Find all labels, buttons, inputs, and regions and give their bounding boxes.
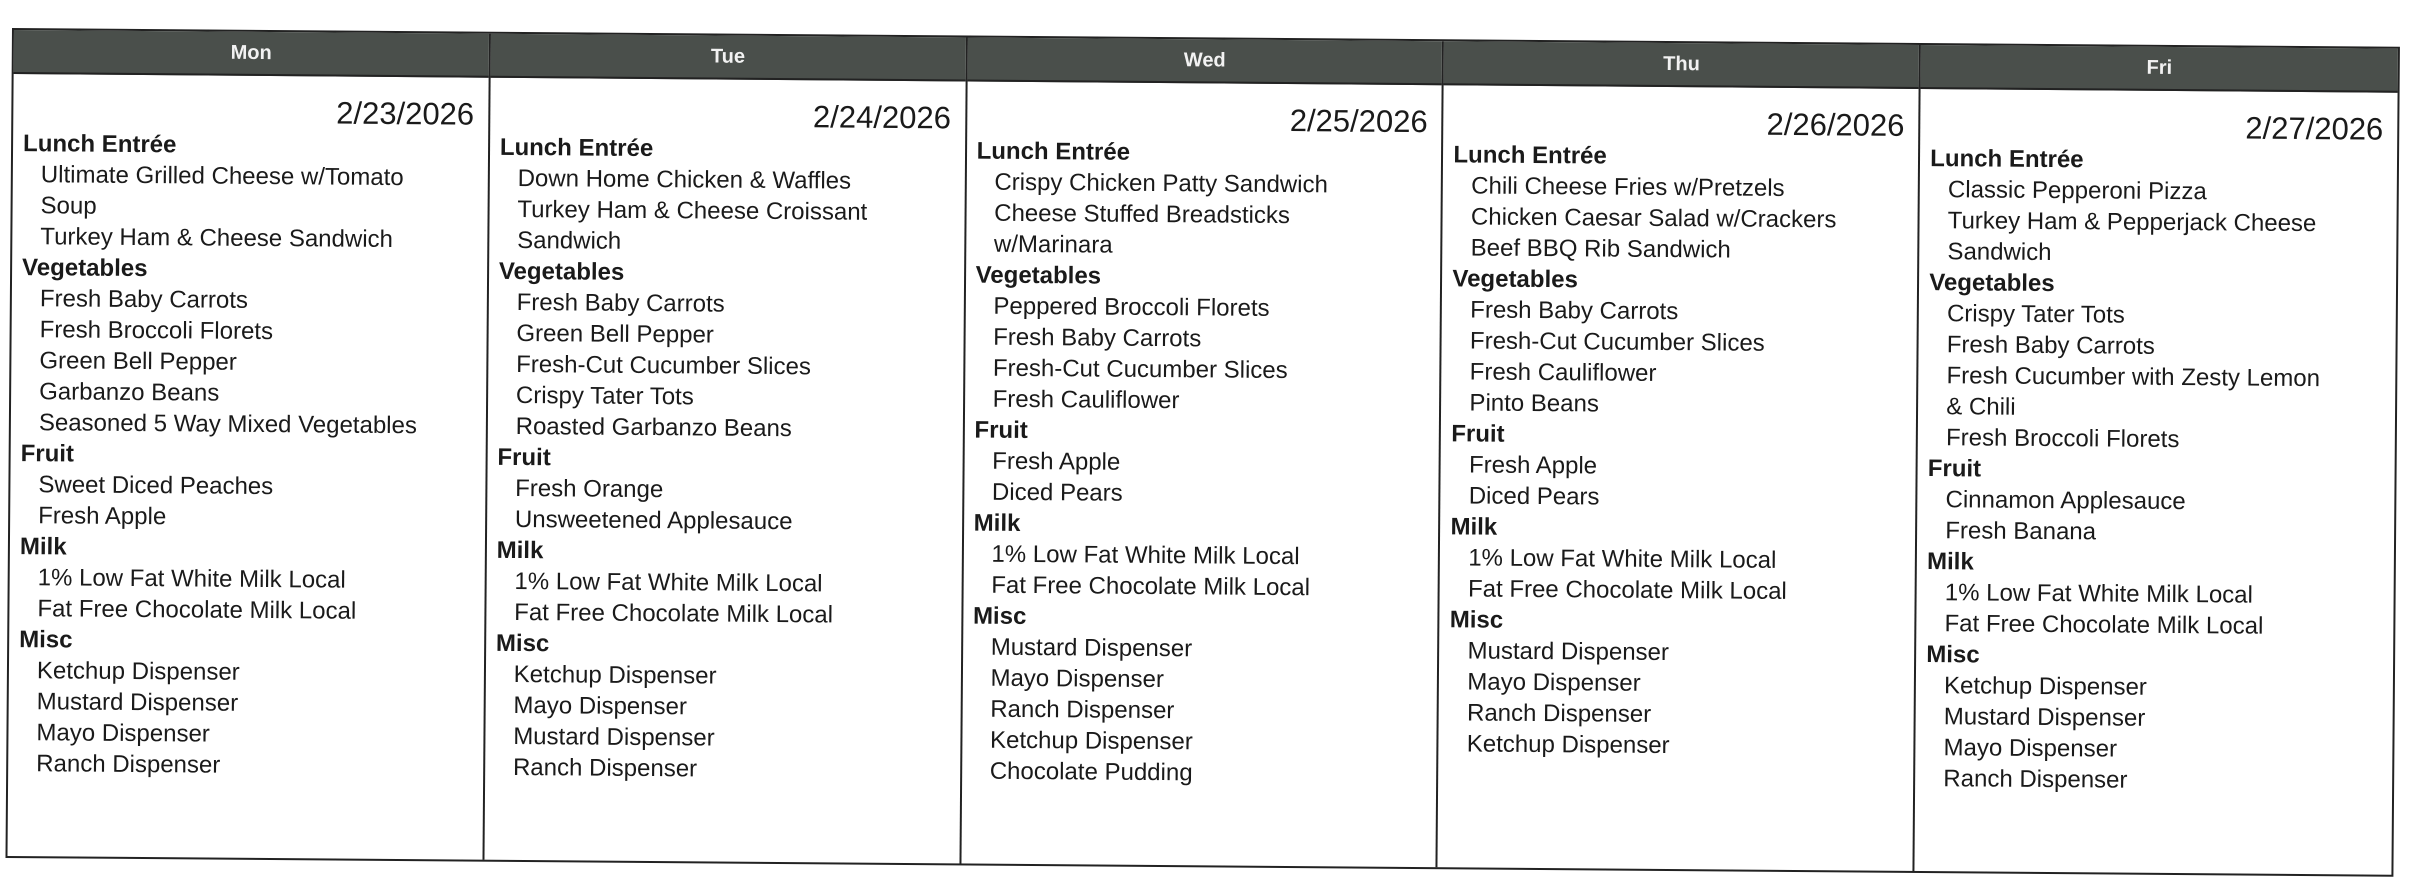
day-body <box>1915 89 2397 798</box>
category-title: Misc <box>972 602 1027 630</box>
menu-item: Beef BBQ Rib Sandwich <box>1470 234 1731 264</box>
category-title: Lunch Entrée <box>1453 141 1607 170</box>
menu-item: Sandwich <box>1947 238 2052 267</box>
menu-item: Fresh Cauliflower <box>992 385 1180 415</box>
category-title: Fruit <box>20 440 75 468</box>
menu-item: & Chili <box>1946 393 2016 421</box>
day-column-thu <box>1438 41 1921 871</box>
menu-item: Fresh-Cut Cucumber Slices <box>992 354 1288 385</box>
menu-item: Fresh Baby Carrots <box>1470 296 1679 326</box>
category-title: Milk <box>1450 513 1498 541</box>
menu-item: Fresh Baby Carrots <box>516 288 725 318</box>
category-title: Fruit <box>497 443 551 472</box>
day-column-wed <box>961 38 1444 868</box>
category-title: Vegetables <box>22 254 148 283</box>
day-header: Fri <box>1921 45 2398 93</box>
menu-item: Fresh Cauliflower <box>1469 358 1657 387</box>
menu-item: 1% Low Fat White Milk Local <box>991 540 1300 571</box>
menu-item: Roasted Garbanzo Beans <box>515 412 792 443</box>
menu-item: Cheese Stuffed Breadsticks <box>994 199 1291 230</box>
menu-item: Fresh Broccoli Florets <box>39 316 274 346</box>
menu-item: Ranch Dispenser <box>1466 699 1652 728</box>
menu-item: Ketchup Dispenser <box>1466 730 1670 760</box>
menu-item: Fresh-Cut Cucumber Slices <box>516 350 812 381</box>
menu-item: Ketchup Dispenser <box>989 726 1193 756</box>
menu-item: Classic Pepperoni Pizza <box>1947 176 2207 206</box>
menu-item: Diced Pears <box>1468 482 1600 511</box>
day-header: Wed <box>967 38 1442 86</box>
menu-item: Chocolate Pudding <box>989 757 1193 787</box>
category-title: Lunch Entrée <box>499 133 654 163</box>
category-title: Misc <box>1926 641 1980 669</box>
menu-item: Mayo Dispenser <box>1467 668 1641 697</box>
category-title: Misc <box>1449 606 1504 634</box>
menu-item: Mustard Dispenser <box>513 722 715 752</box>
menu-item: Mayo Dispenser <box>1943 734 2118 763</box>
menu-item: Ranch Dispenser <box>36 750 221 779</box>
day-header: Tue <box>490 34 965 82</box>
day-date: 2/26/2026 <box>1766 106 1905 143</box>
menu-item: Fresh Baby Carrots <box>1946 331 2155 360</box>
day-date: 2/23/2026 <box>336 95 475 132</box>
menu-item: 1% Low Fat White Milk Local <box>37 564 346 594</box>
menu-item: w/Marinara <box>993 230 1113 259</box>
category-title: Milk <box>19 533 67 561</box>
menu-item: Fat Free Chocolate Milk Local <box>514 598 834 629</box>
menu-item: 1% Low Fat White Milk Local <box>1944 579 2254 609</box>
day-column-fri <box>1915 45 2398 875</box>
day-body <box>962 82 1442 791</box>
menu-item: Mayo Dispenser <box>513 691 687 721</box>
menu-item: Fresh Orange <box>515 474 664 504</box>
category-title: Lunch Entrée <box>976 137 1131 166</box>
menu-item: Seasoned 5 Way Mixed Vegetables <box>38 409 418 440</box>
menu-item: Green Bell Pepper <box>39 347 237 376</box>
menu-item: Mustard Dispenser <box>990 633 1193 663</box>
menu-item: Chili Cheese Fries w/Pretzels <box>1471 172 1785 202</box>
menu-item: Fat Free Chocolate Milk Local <box>37 595 357 625</box>
menu-item: Fat Free Chocolate Milk Local <box>1467 575 1787 605</box>
menu-item: Ketchup Dispenser <box>1943 672 2147 701</box>
menu-item: Crispy Tater Tots <box>515 381 694 411</box>
menu-item: Chicken Caesar Salad w/Crackers <box>1470 203 1837 234</box>
day-header: Thu <box>1444 41 1919 89</box>
category-title: Vegetables <box>975 261 1102 290</box>
menu-item: Fresh Banana <box>1945 517 2097 546</box>
menu-item: Fat Free Chocolate Milk Local <box>991 571 1311 602</box>
menu-item: Ketchup Dispenser <box>513 660 717 690</box>
menu-item: 1% Low Fat White Milk Local <box>1468 544 1777 574</box>
menu-item: Turkey Ham & Cheese Croissant <box>517 195 868 226</box>
menu-item: Ranch Dispenser <box>990 695 1175 725</box>
day-body <box>485 78 965 787</box>
day-date: 2/25/2026 <box>1289 103 1428 140</box>
category-title: Lunch Entrée <box>1930 145 2084 174</box>
menu-item: Ketchup Dispenser <box>36 657 240 686</box>
day-body <box>1439 85 1919 763</box>
day-date: 2/24/2026 <box>812 99 952 136</box>
menu-item: Sandwich <box>517 226 622 255</box>
menu-item: Turkey Ham & Cheese Sandwich <box>40 223 394 253</box>
menu-item: Ranch Dispenser <box>1943 765 2128 794</box>
category-title: Fruit <box>1451 420 1505 448</box>
weekly-menu-table <box>5 28 2399 877</box>
menu-item: Turkey Ham & Pepperjack Cheese <box>1947 207 2317 238</box>
day-column-tue <box>484 34 967 864</box>
menu-item: Mayo Dispenser <box>990 664 1165 694</box>
menu-item: Fresh Apple <box>1468 451 1598 480</box>
day-body <box>8 74 488 783</box>
menu-item: Peppered Broccoli Florets <box>993 292 1270 322</box>
menu-item: Fresh Baby Carrots <box>993 323 1202 353</box>
menu-item: Fresh Apple <box>992 447 1121 476</box>
menu-item: Sweet Diced Peaches <box>38 471 274 501</box>
category-title: Vegetables <box>498 257 625 286</box>
menu-item: Crispy Chicken Patty Sandwich <box>994 168 1328 199</box>
category-title: Vegetables <box>1452 265 1578 294</box>
menu-item: Mayo Dispenser <box>36 719 210 748</box>
category-title: Vegetables <box>1929 269 2055 298</box>
menu-item: Garbanzo Beans <box>39 378 220 407</box>
menu-item: Crispy Tater Tots <box>1946 300 2125 329</box>
menu-item: Fresh-Cut Cucumber Slices <box>1469 327 1765 357</box>
day-header: Mon <box>14 30 489 78</box>
day-column-mon <box>7 30 490 860</box>
menu-item: Ultimate Grilled Cheese w/Tomato <box>40 161 404 192</box>
menu-item: Fresh Broccoli Florets <box>1945 424 2180 454</box>
menu-item: 1% Low Fat White Milk Local <box>514 567 823 598</box>
category-title: Milk <box>496 536 544 565</box>
day-date: 2/27/2026 <box>2245 110 2384 147</box>
menu-item: Pinto Beans <box>1469 389 1600 418</box>
menu-item: Fresh Baby Carrots <box>39 285 249 314</box>
menu-item: Fresh Apple <box>38 502 167 531</box>
menu-item: Soup <box>40 192 97 220</box>
category-title: Misc <box>19 626 73 654</box>
category-title: Misc <box>495 629 550 658</box>
category-title: Lunch Entrée <box>22 130 177 159</box>
menu-item: Fresh Cucumber with Zesty Lemon <box>1946 362 2321 393</box>
menu-item: Mustard Dispenser <box>1467 637 1670 667</box>
category-title: Fruit <box>1927 455 1982 483</box>
menu-item: Diced Pears <box>991 478 1123 507</box>
menu-item: Ranch Dispenser <box>512 753 698 783</box>
category-title: Milk <box>1926 548 1974 576</box>
menu-item: Green Bell Pepper <box>516 319 714 349</box>
menu-item: Unsweetened Applesauce <box>514 505 793 536</box>
menu-item: Down Home Chicken & Waffles <box>517 164 852 195</box>
menu-item: Fat Free Chocolate Milk Local <box>1944 610 2264 640</box>
menu-item: Cinnamon Applesauce <box>1945 486 2186 516</box>
category-title: Milk <box>973 509 1021 537</box>
menu-item: Mustard Dispenser <box>1943 703 2146 732</box>
category-title: Fruit <box>974 416 1028 444</box>
menu-item: Mustard Dispenser <box>36 688 239 717</box>
